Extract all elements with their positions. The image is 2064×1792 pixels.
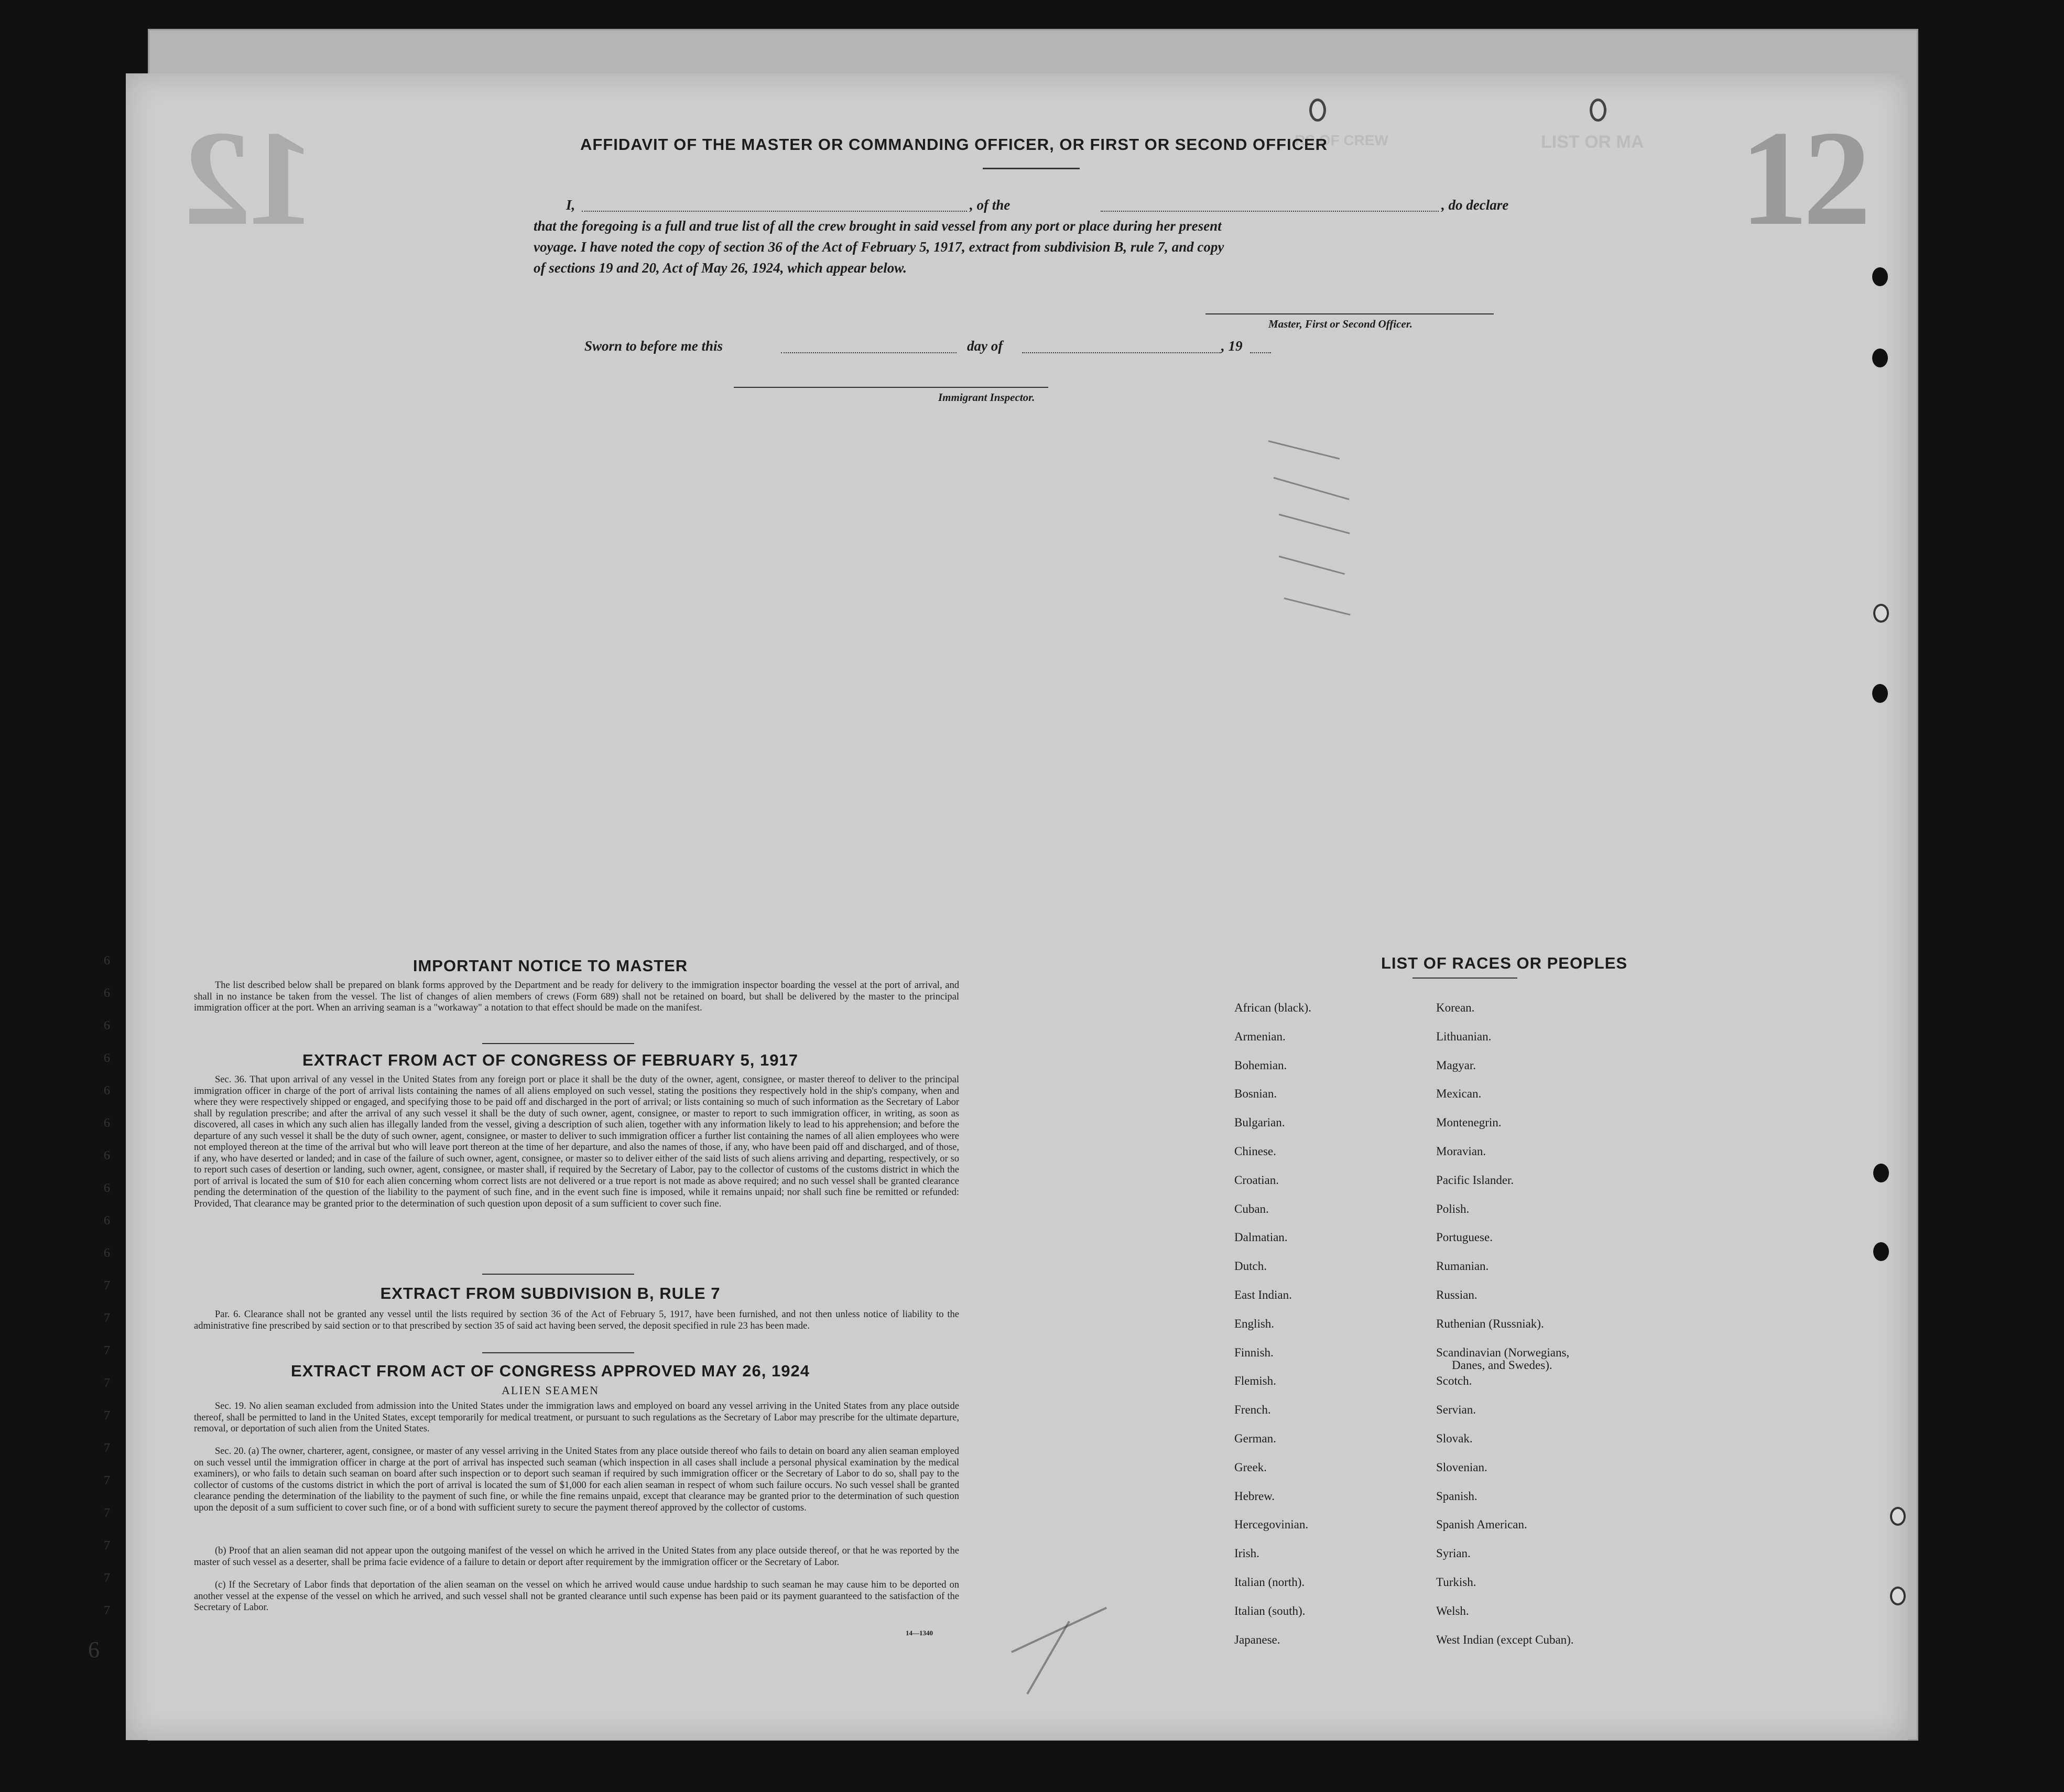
race-item: Spanish American. xyxy=(1436,1518,1527,1532)
punch-hole xyxy=(1872,267,1888,286)
races-divider xyxy=(1413,978,1517,979)
punch-hole xyxy=(1872,349,1888,367)
sworn-day-line xyxy=(781,352,957,353)
race-item: Syrian. xyxy=(1436,1547,1471,1560)
margin-stub-number: 6 xyxy=(104,1246,110,1260)
race-item: Greek. xyxy=(1234,1460,1267,1474)
faint-mark xyxy=(1279,514,1350,534)
race-item: Flemish. xyxy=(1234,1374,1276,1388)
race-item: Dalmatian. xyxy=(1234,1231,1288,1244)
form-number: 14—1340 xyxy=(906,1629,933,1637)
affidavit-line3: voyage. I have noted the copy of section 36 of the Act of February 5, 1917, extract from subdivision B, rule 7, and copy xyxy=(534,239,1224,255)
alien-seamen-subtitle: ALIEN SEAMEN xyxy=(502,1384,599,1397)
sworn-text: Sworn to before me this xyxy=(584,338,723,354)
page-number-mirrored: 12 xyxy=(189,103,314,254)
sec-20c-text: (c) If the Secretary of Labor finds that deportation of the alien seaman on the vessel on which he arrived would cause undue hardship to such seaman he may cause him to be deported on another vessel at the expense of the vessel on which he arrived, and such vessel shall not be granted clearance until such expense has been paid or its payment guaranteed to the satisfaction of the Secretary of Labor. xyxy=(194,1580,959,1613)
punch-hole xyxy=(1873,1164,1889,1182)
race-item: Slovenian. xyxy=(1436,1460,1487,1474)
affidavit-title: AFFIDAVIT OF THE MASTER OR COMMANDING OFFICER, OR FIRST OR SECOND OFFICER xyxy=(580,135,1328,154)
bleed-through-text-2: RS OF CREW xyxy=(1295,132,1388,148)
affidavit-line4: of sections 19 and 20, Act of May 26, 1924, which appear below. xyxy=(534,260,907,276)
section-divider xyxy=(482,1352,634,1353)
margin-stub-number: 6 xyxy=(104,1214,110,1228)
race-item: Bohemian. xyxy=(1234,1058,1287,1072)
race-item: Portuguese. xyxy=(1436,1231,1493,1244)
sec-19-text: Sec. 19. No alien seaman excluded from admission into the United States under the immigration laws and employed on board any vessel arriving in the United States from any place outside thereof, shall be permitted to land in the United States, except temporarily for medical treatment, or pursuant to such regulations as the Secretary of Labor may prescribe for the ultimate departure, removal, or deportation of such alien from the United States. xyxy=(194,1401,959,1434)
race-item: Italian (south). xyxy=(1234,1604,1306,1617)
affidavit-do-declare: , do declare xyxy=(1441,197,1509,213)
margin-stub-number: 7 xyxy=(104,1474,110,1487)
race-item: French. xyxy=(1234,1403,1271,1417)
margin-stub-number: 6 xyxy=(104,1149,110,1163)
master-caption: Master, First or Second Officer. xyxy=(1268,318,1413,330)
sworn-year-line xyxy=(1250,352,1271,353)
margin-stub-number: 6 xyxy=(88,1637,100,1663)
punch-hole xyxy=(1873,604,1889,623)
notice-title: IMPORTANT NOTICE TO MASTER xyxy=(412,957,688,975)
race-item: Rumanian. xyxy=(1436,1259,1489,1273)
section-divider xyxy=(482,1043,634,1044)
race-item: Bulgarian. xyxy=(1234,1116,1285,1129)
inspector-signature-line xyxy=(734,387,1048,388)
race-item: Turkish. xyxy=(1436,1576,1476,1589)
sworn-month-line xyxy=(1022,352,1221,353)
race-item: Pacific Islander. xyxy=(1436,1173,1514,1187)
race-item: Scotch. xyxy=(1436,1374,1472,1388)
affidavit-line2: that the foregoing is a full and true list of all the crew brought in said vessel from any port or place during her present xyxy=(534,218,1222,234)
title-divider xyxy=(983,168,1080,169)
race-item: Finnish. xyxy=(1234,1345,1274,1359)
margin-stub-number: 7 xyxy=(104,1376,110,1390)
race-item: Cuban. xyxy=(1234,1202,1269,1215)
margin-stub-number: 6 xyxy=(104,954,110,968)
subdivision-b-text: Par. 6. Clearance shall not be granted any vessel until the lists required by section 36 of the Act of February 5, 1917, have been furnished, and not then unless notice of liability to the administrative fine prescribed by said section or to that prescribed by section 35 of said act having been served, the deposit specified in rule 23 has been made. xyxy=(194,1309,959,1331)
subdivision-b-title: EXTRACT FROM SUBDIVISION B, RULE 7 xyxy=(380,1284,721,1302)
section-divider xyxy=(482,1274,634,1275)
handwritten-initials xyxy=(1026,1621,1070,1695)
punch-hole xyxy=(1873,1242,1889,1261)
margin-stub-number: 6 xyxy=(104,1084,110,1098)
extract-1924-title: EXTRACT FROM ACT OF CONGRESS APPROVED MAY 26, 1924 xyxy=(291,1362,810,1380)
margin-stub-number: 7 xyxy=(104,1409,110,1422)
bleed-through-text: LIST OR MA xyxy=(1541,132,1644,152)
master-signature-line xyxy=(1205,313,1494,314)
race-item: Korean. xyxy=(1436,1001,1475,1014)
faint-mark xyxy=(1284,598,1351,615)
vessel-name-line xyxy=(1101,211,1439,212)
race-item: Russian. xyxy=(1436,1288,1478,1301)
race-item: German. xyxy=(1234,1432,1276,1445)
races-title: LIST OF RACES OR PEOPLES xyxy=(1381,954,1628,972)
race-item: Ruthenian (Russniak). xyxy=(1436,1317,1544,1330)
race-item: Servian. xyxy=(1436,1403,1476,1417)
race-item: Welsh. xyxy=(1436,1604,1469,1617)
race-item: English. xyxy=(1234,1317,1275,1330)
manifest-page xyxy=(126,73,1908,1740)
race-item: Slovak. xyxy=(1436,1432,1473,1445)
race-item: Danes, and Swedes). xyxy=(1452,1358,1552,1372)
race-item: Spanish. xyxy=(1436,1489,1478,1503)
race-item: Japanese. xyxy=(1234,1633,1280,1646)
margin-stub-number: 6 xyxy=(104,1051,110,1065)
margin-stub-number: 7 xyxy=(104,1571,110,1585)
extract-1917-text: Sec. 36. That upon arrival of any vessel in the United States from any foreign port or place it shall be the duty of the owner, agent, consignee, or master thereof to deliver to the principal immigration officer in charge of the port of arrival lists containing the names of all aliens employed on such vessel, stating the positions they respectively hold in the ship's company, when and where they were respectively shipped or engaged, and specifying those to be paid off and discharged in the port of arrival; or lists containing so much of such information as the Secretary of Labor shall by regulation prescribe; and after the arrival of any such vessel it shall be the duty of such owner, agent, consignee, or master to report to such immigration officer, in writing, as soon as discovered, all cases in which any such alien has illegally landed from the vessel, giving a description of such alien, together with any information likely to lead to his apprehension; and before the departure of any such vessel it shall be the duty of such owner, agent, consignee, or master to deliver to such immigration officer a further list containing the names of all alien employees who were not employed thereon at the time of the arrival but who will leave port thereon at the time of her departure, and also the names of those, if any, who have been paid off and discharged, and of those, if any, who have deserted or landed; and in case of the failure of such owner, agent, consignee, or master so to deliver either of the said lists of such aliens arriving and departing, respectively, or so to report such cases of desertion or landing, such owner, agent, consignee, or master shall, if required by the Secretary of Labor, pay to the collector of customs of the customs district in which the port of arrival is located the sum of $10 for each alien concerning whom correct lists are not delivered or a true report is not made as above required; and no such vessel shall be granted clearance pending the determination of the question of the liability to the payment of such fine, and in the event such fine is imposed, while it remains unpaid; nor shall such fine be remitted or refunded: Provided, That clearance may be granted prior to the determination of such question upon deposit of a sum sufficient to cover such fine. xyxy=(194,1074,959,1209)
race-item: Moravian. xyxy=(1436,1145,1486,1158)
margin-stub-number: 6 xyxy=(104,1116,110,1130)
notice-text: The list described below shall be prepared on blank forms approved by the Department and be ready for delivery to the immigration inspector boarding the vessel at the port of arrival, and shall in no instance be taken from the vessel. The list of changes of alien members of crews (Form 689) shall not be retained on board, but shall be delivered by the master to the principal immigration officer at the port. When an arriving seaman is a "workaway" a notation to that effect should be made on the manifest. xyxy=(194,980,959,1013)
race-item: Montenegrin. xyxy=(1436,1116,1502,1129)
race-item: Armenian. xyxy=(1234,1029,1286,1043)
margin-stub-number: 7 xyxy=(104,1604,110,1617)
binder-ring xyxy=(1309,99,1326,122)
race-item: Mexican. xyxy=(1436,1087,1482,1101)
race-item: Lithuanian. xyxy=(1436,1029,1492,1043)
margin-stub-number: 6 xyxy=(104,1019,110,1033)
page-number: 12 xyxy=(1740,103,1866,254)
race-item: Hercegovinian. xyxy=(1234,1518,1309,1532)
margin-stub-number: 7 xyxy=(104,1539,110,1552)
sec-20a-text: Sec. 20. (a) The owner, charterer, agent, consignee, or master of any vessel arriving in the United States from any place outside thereof who fails to detain on board any alien seaman employed on such vessel until the immigration officer in charge at the port of arrival has inspected such seaman (which inspection in all cases shall include a personal physical examination by the medical examiners), or who fails to detain such seaman on board after such inspection or to deport such seaman if required by such immigration officer or the Secretary of Labor to do so, shall pay to the collector of customs of the customs district in which the port of arrival is located the sum of $1,000 for each alien seaman in respect of whom such failure occurs. No such vessel shall be granted clearance pending the determination of the liability to the payment of such fine, or while the fine remains unpaid, except that clearance may be granted prior to the determination of such question upon the deposit of a sum sufficient to cover such fine, or of a bond with sufficient surety to secure the payment thereof approved by the collector of customs. xyxy=(194,1446,959,1513)
affidavit-of-the: , of the xyxy=(970,197,1011,213)
faint-mark xyxy=(1268,440,1340,460)
faint-mark xyxy=(1279,556,1345,575)
margin-stub-number: 7 xyxy=(104,1279,110,1293)
race-item: Croatian. xyxy=(1234,1173,1279,1187)
punch-hole xyxy=(1890,1507,1906,1526)
punch-hole xyxy=(1890,1587,1906,1605)
sec-20b-text: (b) Proof that an alien seaman did not appear upon the outgoing manifest of the vessel on which he arrived in the United States from any place outside thereof, or that he was reported by the master of such vessel as a deserter, shall be prima facie evidence of a failure to detain or deport after requirement by the immigration officer or the Secretary of Labor. xyxy=(194,1546,959,1568)
margin-stub-number: 6 xyxy=(104,1181,110,1195)
race-item: Italian (north). xyxy=(1234,1576,1305,1589)
inspector-caption: Immigrant Inspector. xyxy=(938,391,1035,404)
officer-name-line xyxy=(582,211,967,212)
race-item: Chinese. xyxy=(1234,1145,1276,1158)
faint-mark xyxy=(1274,477,1350,500)
margin-stub-number: 7 xyxy=(104,1506,110,1520)
extract-1917-title: EXTRACT FROM ACT OF CONGRESS OF FEBRUARY 5, 1917 xyxy=(302,1051,798,1069)
race-item: Irish. xyxy=(1234,1547,1259,1560)
margin-stub-number: 7 xyxy=(104,1311,110,1325)
race-item: Magyar. xyxy=(1436,1058,1476,1072)
sworn-day-of: day of xyxy=(967,338,1003,354)
binder-ring xyxy=(1590,99,1606,122)
race-item: West Indian (except Cuban). xyxy=(1436,1633,1574,1646)
handwritten-initials xyxy=(1011,1607,1107,1653)
race-item: Bosnian. xyxy=(1234,1087,1277,1101)
sworn-year: , 19 xyxy=(1221,338,1243,354)
race-item: East Indian. xyxy=(1234,1288,1292,1301)
punch-hole xyxy=(1872,684,1888,703)
margin-stub-number: 6 xyxy=(104,986,110,1000)
margin-stub-number: 7 xyxy=(104,1344,110,1357)
race-item: Polish. xyxy=(1436,1202,1470,1215)
margin-stub-number: 7 xyxy=(104,1441,110,1455)
affidavit-i: I, xyxy=(566,197,575,213)
race-item: African (black). xyxy=(1234,1001,1311,1014)
race-item: Scandinavian (Norwegians, xyxy=(1436,1345,1570,1359)
race-item: Hebrew. xyxy=(1234,1489,1275,1503)
race-item: Dutch. xyxy=(1234,1259,1267,1273)
